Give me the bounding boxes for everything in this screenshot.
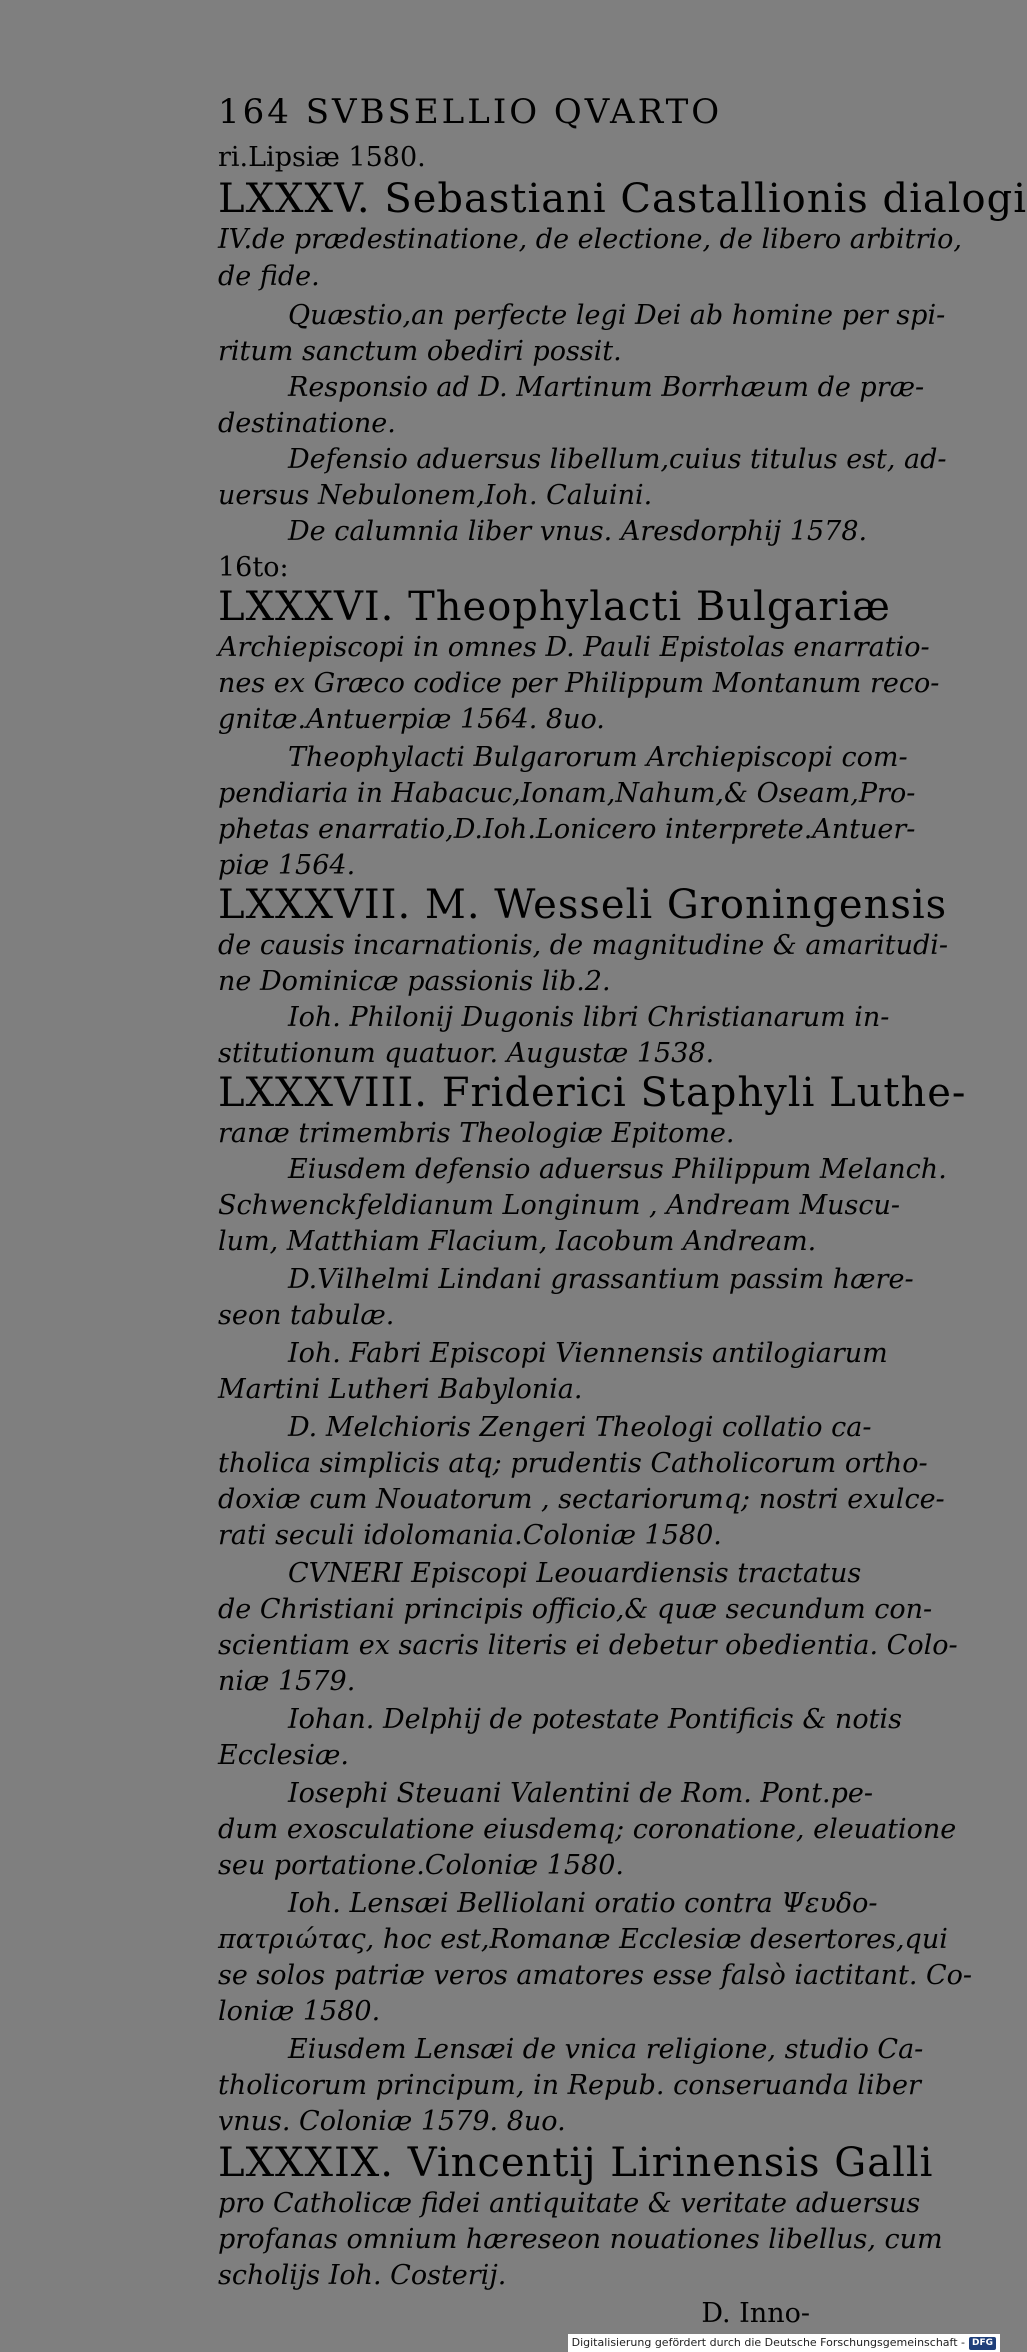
text-line: ne Dominicæ passionis lib.2. xyxy=(218,966,611,997)
dfg-logo-icon: DFG xyxy=(969,2337,996,2350)
text-line: 16to: xyxy=(218,552,289,583)
text-line: de causis incarnationis, de magnitudine & amaritudi- xyxy=(218,930,949,961)
text-line: scientiam ex sacris literis ei debetur obedientia. Colo- xyxy=(218,1630,958,1661)
text-line: uersus Nebulonem,Ioh. Caluini. xyxy=(218,480,653,511)
text-line: lum, Matthiam Flacium, Iacobum Andream. xyxy=(218,1226,817,1257)
text-line: phetas enarratio,D.Ioh.Lonicero interprete.Antuer- xyxy=(218,814,916,845)
text-line: πατριώτας, hoc est,Romanæ Ecclesiæ desertores,qui xyxy=(218,1924,948,1955)
text-line: Responsio ad D. Martinum Borrhæum de præ- xyxy=(288,372,925,403)
text-line: gnitæ.Antuerpiæ 1564. 8uo. xyxy=(218,704,605,735)
text-line: Iohan. Delphij de potestate Pontificis & notis xyxy=(288,1704,902,1735)
text-line: vnus. Coloniæ 1579. 8uo. xyxy=(218,2106,566,2137)
text-line: Eiusdem Lensæi de vnica religione, studio Ca- xyxy=(288,2034,924,2065)
text-line: stitutionum quatuor. Augustæ 1538. xyxy=(218,1038,715,1069)
text-line: De calumnia liber vnus. Aresdorphij 1578. xyxy=(288,516,868,547)
text-line: niæ 1579. xyxy=(218,1666,356,1697)
text-line: rati seculi idolomania.Coloniæ 1580. xyxy=(218,1520,722,1551)
text-line: ritum sanctum obediri possit. xyxy=(218,336,622,367)
text-line: IV.de prædestinatione, de electione, de libero arbitrio, xyxy=(218,224,962,255)
text-line: Ioh. Lensæi Belliolani oratio contra Ψευδο- xyxy=(288,1888,878,1919)
text-line: Eiusdem defensio aduersus Philippum Melanch. xyxy=(288,1154,947,1185)
text-line: Iosephi Steuani Valentini de Rom. Pont.pe- xyxy=(288,1778,874,1809)
text-line: destinatione. xyxy=(218,408,396,439)
text-line: Ecclesiæ. xyxy=(218,1740,350,1771)
section-heading-lxxxviii: LXXXVIII. Friderici Staphyli Luthe- xyxy=(218,1070,967,1116)
text-line: dum exosculatione eiusdemq; coronatione, eleuatione xyxy=(218,1814,957,1845)
text-line: ri.Lipsiæ 1580. xyxy=(218,142,426,173)
running-header xyxy=(218,92,808,132)
section-heading-lxxxvii: LXXXVII. M. Wesseli Groningensis xyxy=(218,882,948,928)
section-heading-lxxxvi: LXXXVI. Theophylacti Bulgariæ xyxy=(218,584,891,630)
text-line: Martini Lutheri Babylonia. xyxy=(218,1374,583,1405)
text-line: doxiæ cum Nouatorum , sectariorumq; nostri exulce- xyxy=(218,1484,945,1515)
section-heading-lxxxv: LXXXV. Sebastiani Castallionis dialogi xyxy=(218,176,1027,222)
digitization-footer xyxy=(568,2334,1000,2352)
text-line: se solos patriæ veros amatores esse falsò iactitant. Co- xyxy=(218,1960,973,1991)
page-number: 164 xyxy=(218,92,292,132)
text-line: seu portatione.Coloniæ 1580. xyxy=(218,1850,624,1881)
text-line: piæ 1564. xyxy=(218,850,356,881)
catchword: D. Inno- xyxy=(701,2298,810,2329)
text-line: nes ex Græco codice per Philippum Montanum reco- xyxy=(218,668,940,699)
text-line: Theophylacti Bulgarorum Archiepiscopi com- xyxy=(288,742,908,773)
text-line: scholijs Ioh. Costerij. xyxy=(218,2260,507,2291)
text-line: de Christiani principis officio,& quæ secundum con- xyxy=(218,1594,933,1625)
text-line: de fide. xyxy=(218,261,320,292)
text-line: Schwenckfeldianum Longinum , Andream Muscu- xyxy=(218,1190,901,1221)
footer-text: Digitalisierung gefördert durch die Deutsche Forschungsgemeinschaft - xyxy=(571,2336,965,2349)
text-line: Defensio aduersus libellum,cuius titulus est, ad- xyxy=(288,444,947,475)
text-line: loniæ 1580. xyxy=(218,1996,381,2027)
text-line: Ioh. Fabri Episcopi Viennensis antilogiarum xyxy=(288,1338,888,1369)
section-heading-lxxxix: LXXXIX. Vincentij Lirinensis Galli xyxy=(218,2140,934,2186)
text-line: D. Melchioris Zengeri Theologi collatio ca- xyxy=(288,1412,872,1443)
text-line: profanas omnium hæreseon nouationes libellus, cum xyxy=(218,2224,943,2255)
text-line: pendiaria in Habacuc,Ionam,Nahum,& Oseam,Pro- xyxy=(218,778,916,809)
running-title: SVBSELLIO QVARTO xyxy=(305,92,723,132)
text-line: Archiepiscopi in omnes D. Pauli Epistolas enarratio- xyxy=(218,632,930,663)
text-line: ranæ trimembris Theologiæ Epitome. xyxy=(218,1118,735,1149)
text-line: tholica simplicis atq; prudentis Catholicorum ortho- xyxy=(218,1448,928,1479)
text-line: Quæstio,an perfecte legi Dei ab homine per spi- xyxy=(288,300,946,331)
text-line: Ioh. Philonij Dugonis libri Christianarum in- xyxy=(288,1002,890,1033)
text-line: tholicorum principum, in Repub. conseruanda liber xyxy=(218,2070,921,2101)
text-line: seon tabulæ. xyxy=(218,1300,395,1331)
text-line: D.Vilhelmi Lindani grassantium passim hære- xyxy=(288,1264,914,1295)
text-line: CVNERI Episcopi Leouardiensis tractatus xyxy=(288,1558,862,1589)
text-line: pro Catholicæ fidei antiquitate & veritate aduersus xyxy=(218,2188,921,2219)
